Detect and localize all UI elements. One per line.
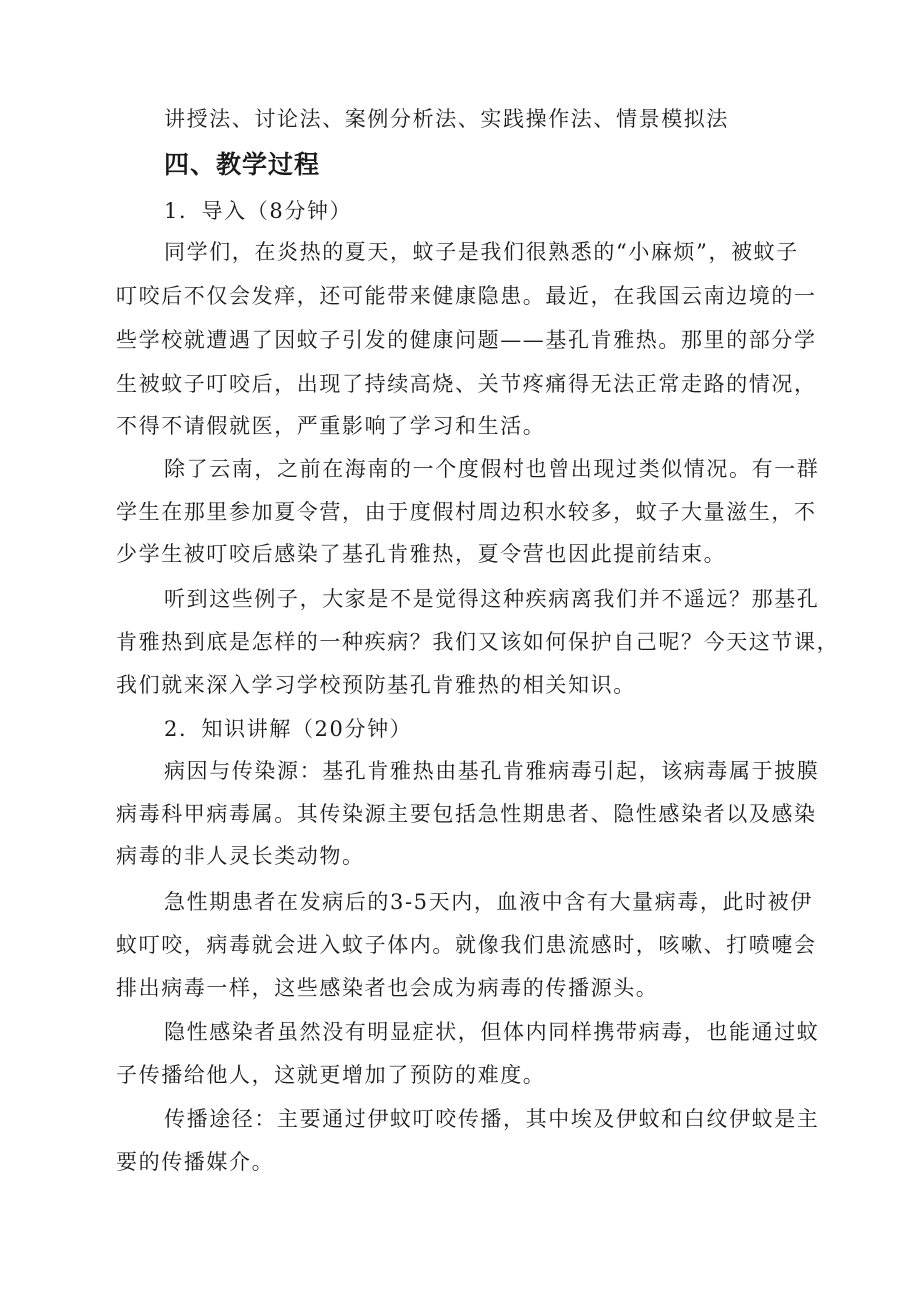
text-line: 除了云南，之前在海南的一个度假村也曾出现过类似情况。有一群 xyxy=(164,457,820,481)
text-line: 不得不请假就医，严重影响了学习和生活。 xyxy=(116,414,546,438)
text-line: 排出病毒一样，这些感染者也会成为病毒的传播源头。 xyxy=(116,976,659,1000)
text-line: 我们就来深入学习学校预防基孔肯雅热的相关知识。 xyxy=(116,673,636,697)
section-heading-teaching-process: 四、教学过程 xyxy=(164,150,321,179)
text-line: 子传播给他人，这就更增加了预防的难度。 xyxy=(116,1063,546,1087)
text-line: 听到这些例子，大家是不是觉得这种疾病离我们并不遥远？那基孔 xyxy=(164,587,820,611)
text-line: 少学生被叮咬后感染了基孔肯雅热，夏令营也因此提前结束。 xyxy=(116,542,727,566)
text-line: 生被蚊子叮咬后，出现了持续高烧、关节疼痛得无法正常走路的情况， xyxy=(116,372,817,396)
text-line: 病毒科甲病毒属。其传染源主要包括急性期患者、隐性感染者以及感染 xyxy=(116,802,817,826)
text-line: 要的传播媒介。 xyxy=(116,1150,275,1174)
text-line: 蚊叮咬，病毒就会进入蚊子体内。就像我们患流感时，咳嗽、打喷嚏会 xyxy=(116,933,817,957)
text-line: 病因与传染源：基孔肯雅热由基孔肯雅病毒引起，该病毒属于披膜 xyxy=(164,759,820,783)
text-line: 叮咬后不仅会发痒，还可能带来健康隐患。最近，在我国云南边境的一 xyxy=(116,284,817,308)
subheading-introduction: 1．导入（8分钟） xyxy=(164,199,353,223)
text-line: 同学们，在炎热的夏天，蚊子是我们很熟悉的“小麻烦”，被蚊子 xyxy=(164,240,799,264)
text-line: 病毒的非人灵长类动物。 xyxy=(116,844,365,868)
text-line: 急性期患者在发病后的3-5天内，血液中含有大量病毒，此时被伊 xyxy=(164,890,813,914)
text-line: 隐性感染者虽然没有明显症状，但体内同样携带病毒，也能通过蚊 xyxy=(164,1020,820,1044)
text-line: 些学校就遭遇了因蚊子引发的健康问题——基孔肯雅热。那里的部分学 xyxy=(116,328,817,352)
subheading-knowledge: 2．知识讲解（20分钟） xyxy=(164,717,413,741)
text-line: 学生在那里参加夏令营，由于度假村周边积水较多，蚊子大量滋生，不 xyxy=(116,500,817,524)
text-line: 肯雅热到底是怎样的一种疾病？我们又该如何保护自己呢？今天这节课， xyxy=(116,630,840,654)
teaching-methods-line: 讲授法、讨论法、案例分析法、实践操作法、情景模拟法 xyxy=(164,107,729,131)
text-line: 传播途径：主要通过伊蚊叮咬传播，其中埃及伊蚊和白纹伊蚊是主 xyxy=(164,1107,820,1131)
